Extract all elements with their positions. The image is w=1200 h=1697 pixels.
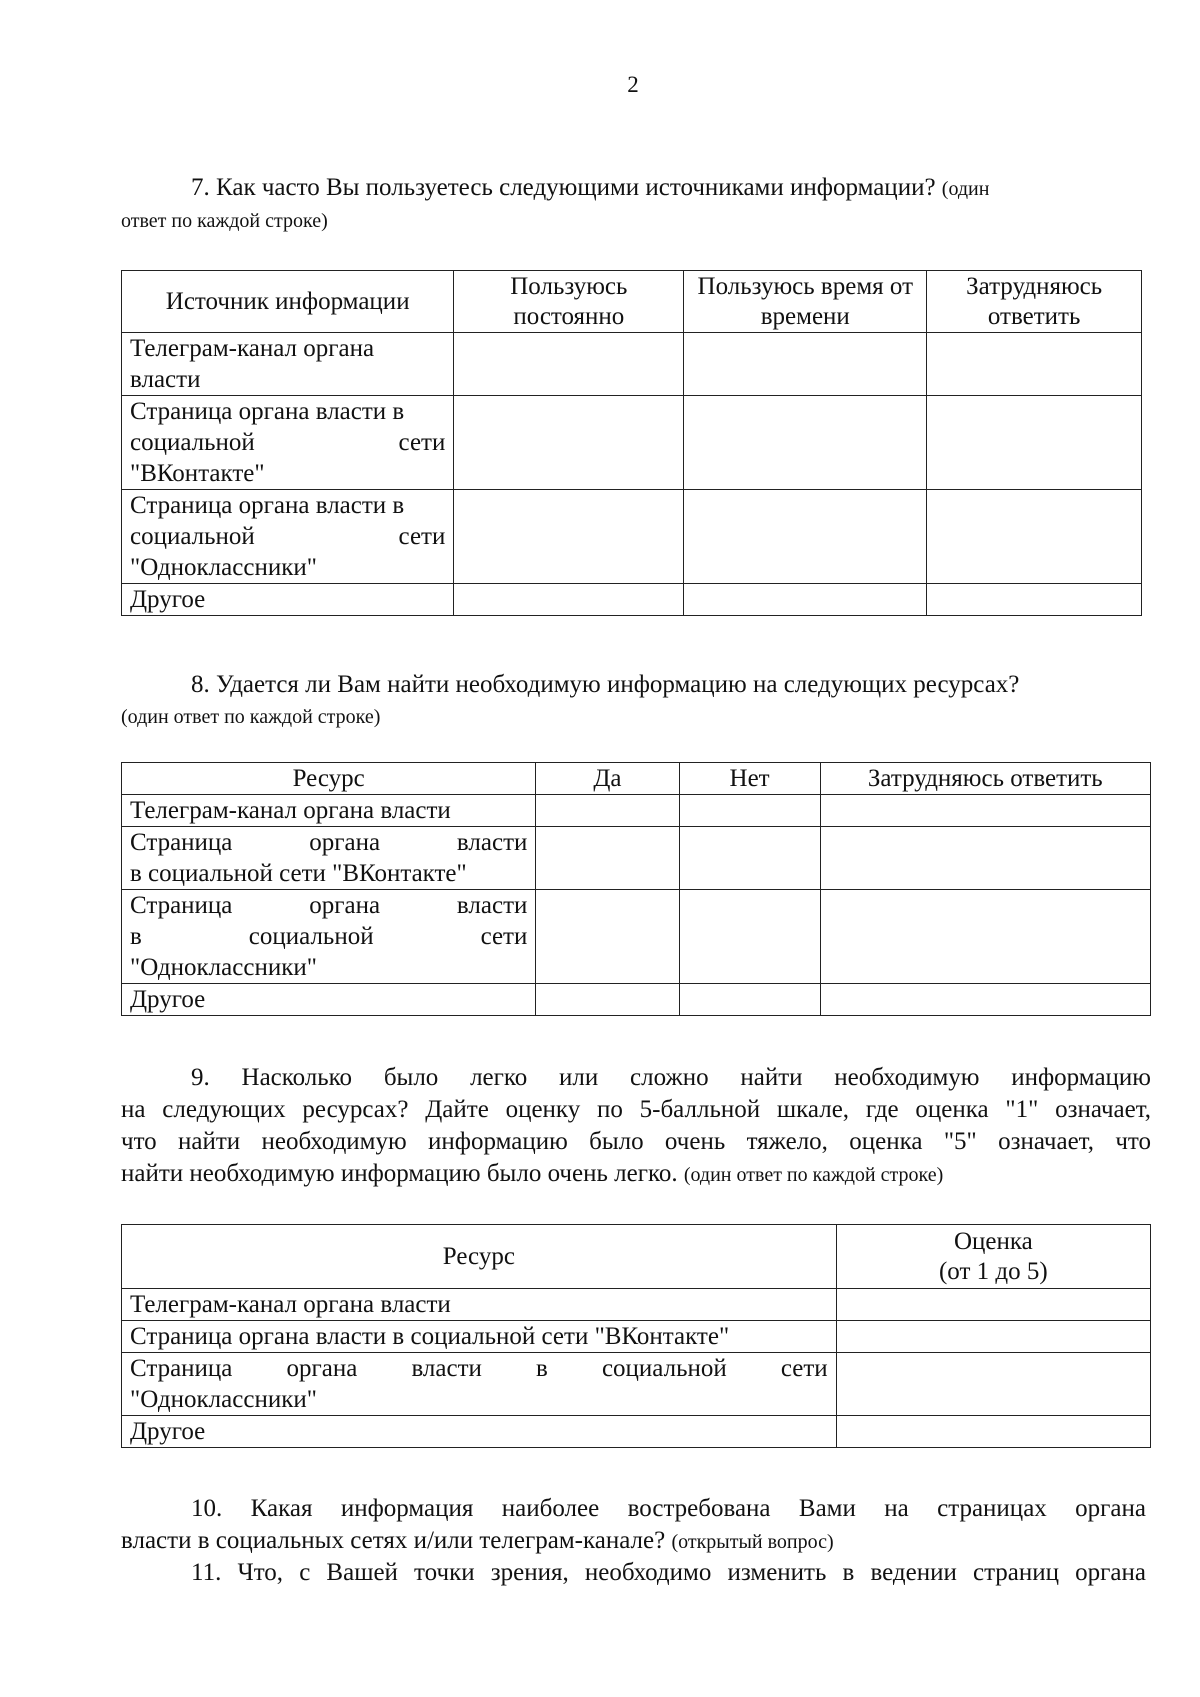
- answer-cell[interactable]: [684, 584, 927, 616]
- table-q8-row-label: [122, 827, 536, 890]
- question-9-line1: 9. Насколько было легко или сложно найти необходимую информацию: [191, 1064, 1151, 1091]
- answer-cell[interactable]: [836, 1353, 1150, 1416]
- question-9-line4-wrap: [121, 1158, 1151, 1191]
- question-8-note: (один ответ по каждой строке): [121, 706, 381, 728]
- answer-cell[interactable]: [679, 827, 820, 890]
- question-9-line2: на следующих ресурсах? Дайте оценку по 5-балльной шкале, где оценка "1" означает,: [121, 1096, 1151, 1123]
- word: социальной: [601, 1355, 727, 1382]
- table-q7-row-label: [122, 333, 454, 396]
- table-q7-header: Пользуюсь постоянно: [454, 271, 684, 333]
- question-9-line3: что найти необходимую информацию было очень тяжело, оценка "5" означает, что: [121, 1128, 1151, 1155]
- table-row: [122, 1289, 1151, 1321]
- word: социальной: [130, 429, 255, 456]
- table-row: [122, 1321, 1151, 1353]
- table-q9-row-label: Другое: [122, 1416, 837, 1448]
- label-line: "Одноклассники": [130, 554, 317, 581]
- answer-cell[interactable]: [536, 827, 679, 890]
- answer-cell[interactable]: [454, 490, 684, 584]
- answer-cell[interactable]: [820, 890, 1150, 984]
- word: социальной: [248, 923, 374, 950]
- word: органа: [309, 829, 381, 856]
- answer-cell[interactable]: [454, 333, 684, 396]
- table-row: [122, 795, 1151, 827]
- table-q9-row-label: Страница органа власти в социальной сети "ВКонтакте": [122, 1321, 837, 1353]
- word: власти: [456, 829, 528, 856]
- table-row: [122, 584, 1142, 616]
- answer-cell[interactable]: [536, 795, 679, 827]
- answer-cell[interactable]: [536, 890, 679, 984]
- table-q8: [121, 762, 1151, 1016]
- question-8: [121, 669, 1143, 733]
- table-row: [122, 890, 1151, 984]
- answer-cell[interactable]: [820, 795, 1150, 827]
- label-line: "ВКонтакте": [130, 460, 265, 487]
- word: Страница: [130, 829, 233, 856]
- question-10: [121, 1493, 1146, 1558]
- question-8-text: 8. Удается ли Вам найти необходимую информацию на следующих ресурсах?: [191, 671, 1020, 698]
- word: в: [536, 1355, 548, 1382]
- table-q7-header: Затрудняюсь ответить: [927, 271, 1142, 333]
- answer-cell[interactable]: [836, 1416, 1150, 1448]
- word: власти: [411, 1355, 482, 1382]
- answer-cell[interactable]: [684, 333, 927, 396]
- table-q7-row-label: [122, 490, 454, 584]
- label-line: [130, 827, 527, 858]
- answer-cell[interactable]: [454, 584, 684, 616]
- table-q8-header: Затрудняюсь ответить: [820, 763, 1150, 795]
- word: сети: [480, 923, 528, 950]
- question-11: [121, 1557, 1146, 1589]
- table-q7: [121, 270, 1142, 616]
- answer-cell[interactable]: [820, 827, 1150, 890]
- answer-cell[interactable]: [836, 1289, 1150, 1321]
- table-row: [122, 1416, 1151, 1448]
- word: органа: [309, 892, 381, 919]
- word: сети: [398, 523, 446, 550]
- table-q7-row-label: Другое: [122, 584, 454, 616]
- table-q8-header: Нет: [679, 763, 820, 795]
- table-row: [122, 984, 1151, 1016]
- table-row: [122, 333, 1142, 396]
- header-line: Оценка: [953, 1227, 1033, 1255]
- answer-cell[interactable]: [679, 890, 820, 984]
- word: сети: [780, 1355, 828, 1382]
- word: сети: [398, 429, 446, 456]
- question-10-note: (открытый вопрос): [671, 1531, 834, 1553]
- word: в: [130, 923, 142, 950]
- table-q8-header: Ресурс: [122, 763, 536, 795]
- table-q7-row-label: [122, 396, 454, 490]
- question-10-line2-wrap: [121, 1525, 1146, 1558]
- answer-cell[interactable]: [679, 984, 820, 1016]
- answer-cell[interactable]: [927, 333, 1142, 396]
- label-line: [130, 427, 445, 458]
- table-row: [122, 396, 1142, 490]
- table-q9-row-label: [122, 1353, 837, 1416]
- label-line: [130, 1353, 828, 1384]
- question-9-line4: найти необходимую информацию было очень легко.: [121, 1160, 678, 1187]
- table-q7-header: Источник информации: [122, 271, 454, 333]
- label-line: Страница органа власти в: [130, 398, 405, 425]
- label-line: "Одноклассники": [130, 1386, 317, 1413]
- word: Страница: [130, 892, 233, 919]
- question-11-line1: 11. Что, с Вашей точки зрения, необходимо изменить в ведении страниц органа: [191, 1559, 1146, 1586]
- question-9-note: (один ответ по каждой строке): [683, 1164, 944, 1186]
- answer-cell[interactable]: [836, 1321, 1150, 1353]
- table-q8-row-label: Другое: [122, 984, 536, 1016]
- table-row: [122, 490, 1142, 584]
- table-q7-header: Пользуюсь время от времени: [684, 271, 927, 333]
- table-q9-row-label: Телеграм-канал органа власти: [122, 1289, 837, 1321]
- question-10-line2: власти в социальных сетях и/или телеграм-канале?: [121, 1527, 666, 1554]
- word: социальной: [130, 523, 255, 550]
- label-line: "Одноклассники": [130, 954, 317, 981]
- answer-cell[interactable]: [684, 396, 927, 490]
- answer-cell[interactable]: [820, 984, 1150, 1016]
- label-line: власти: [130, 366, 201, 393]
- table-q9: [121, 1224, 1151, 1448]
- label-line: Страница органа власти в: [130, 492, 405, 519]
- table-q9-header: [836, 1225, 1150, 1289]
- label-line: Телеграм-канал органа: [130, 335, 375, 362]
- question-9: [121, 1062, 1151, 1191]
- question-7: [121, 172, 1143, 237]
- word: Страница: [130, 1355, 233, 1382]
- label-line: [130, 921, 527, 952]
- table-q9-header: Ресурс: [122, 1225, 837, 1289]
- table-q8-row-label: Телеграм-канал органа власти: [122, 795, 536, 827]
- page-number: 2: [627, 72, 639, 97]
- label-line: [130, 890, 527, 921]
- answer-cell[interactable]: [536, 984, 679, 1016]
- word: органа: [286, 1355, 358, 1382]
- table-row: [122, 1353, 1151, 1416]
- question-7-text: 7. Как часто Вы пользуетесь следующими источниками информации?: [191, 174, 936, 201]
- header-line: (от 1 до 5): [938, 1257, 1048, 1285]
- word: власти: [456, 892, 528, 919]
- answer-cell[interactable]: [927, 396, 1142, 490]
- table-row: [122, 827, 1151, 890]
- answer-cell[interactable]: [454, 396, 684, 490]
- label-line: [130, 521, 445, 552]
- question-10-line1: 10. Какая информация наиболее востребована Вами на страницах органа: [191, 1495, 1146, 1522]
- question-7-note: (один: [941, 178, 990, 200]
- answer-cell[interactable]: [927, 490, 1142, 584]
- answer-cell[interactable]: [684, 490, 927, 584]
- table-q8-row-label: [122, 890, 536, 984]
- answer-cell[interactable]: [679, 795, 820, 827]
- table-q8-header: Да: [536, 763, 679, 795]
- label-line: в социальной сети "ВКонтакте": [130, 860, 467, 887]
- answer-cell[interactable]: [927, 584, 1142, 616]
- question-7-note-line2: ответ по каждой строке): [121, 210, 328, 232]
